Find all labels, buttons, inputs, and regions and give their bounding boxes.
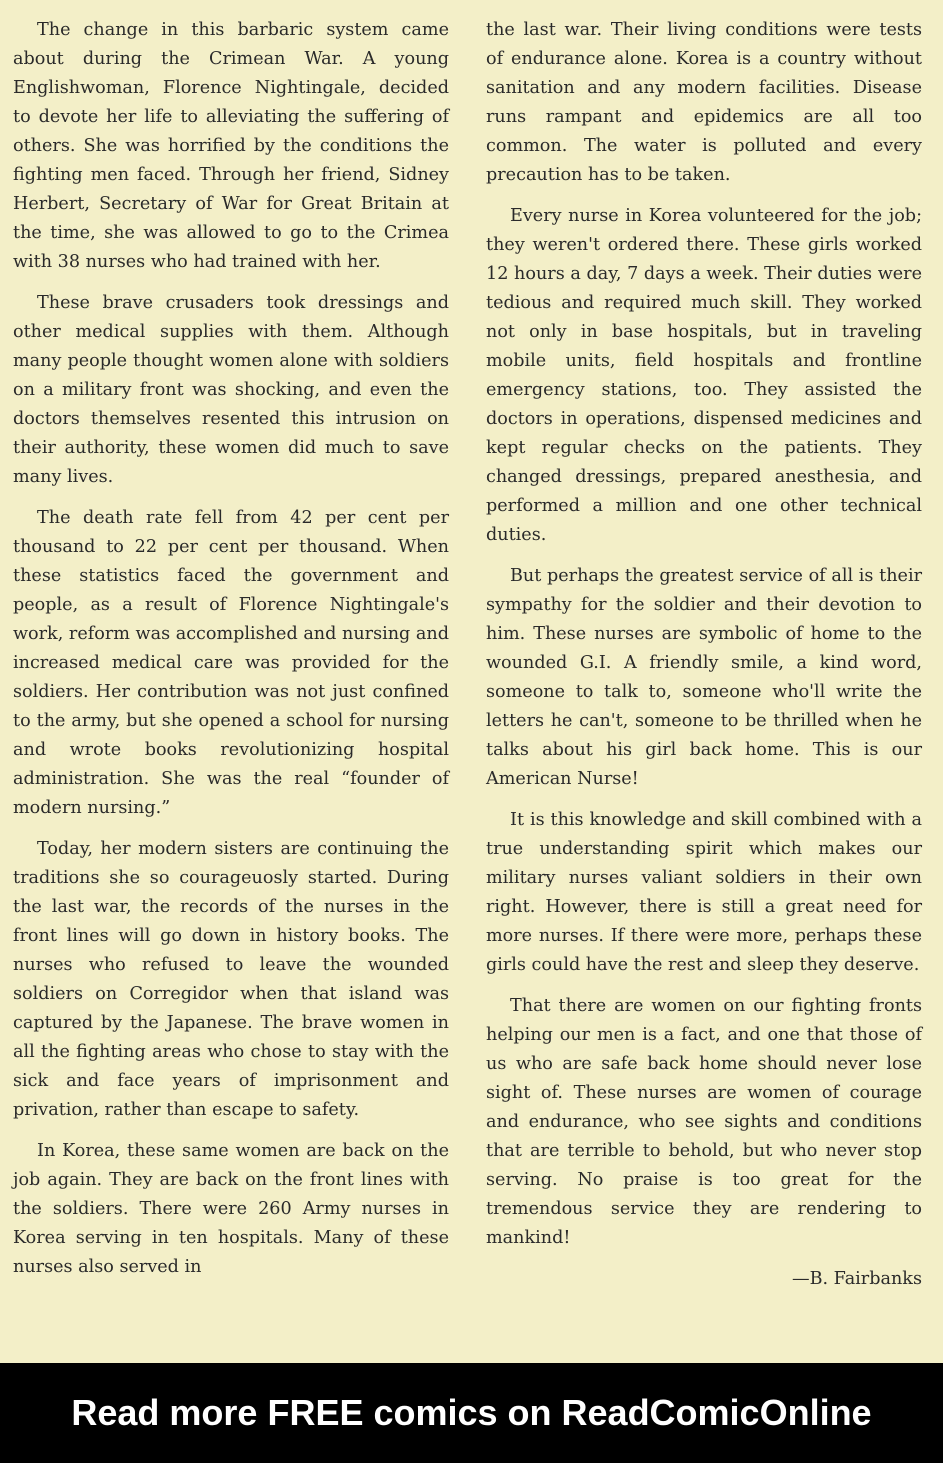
paragraph-last-war: the last war. Their living conditions were tests of endurance alone. Korea is a country without sanitation and any modern facilities. Disease runs rampant and epidemics are all too common. The water is polluted and every precaution has to be taken.	[486, 20, 922, 185]
paragraph-fighting-fronts: That there are women on our fighting fronts helping our men is a fact, and one that those of us who are safe back home should never lose sight of. These nurses are women of courage and endurance, who see sights and conditions that are terrible to behold, but who never stop serving. No praise is too great for the tremendous service they are rendering to mankind!	[486, 996, 922, 1248]
promo-banner[interactable]	[0, 1363, 943, 1463]
paragraph-knowledge-skill: It is this knowledge and skill combined with a true understanding spirit which makes our military nurses valiant soldiers in their own right. However, there is still a great need for more nurses. If there were more, perhaps these girls could have the rest and sleep they deserve.	[486, 810, 922, 975]
paragraph-crusaders: These brave crusaders took dressings and other medical supplies with them. Although many people thought women alone with soldiers on a military front was shocking, and even the doctors themselves resented this intrusion on their authority, these women did much to save many lives.	[13, 293, 449, 487]
right-column	[486, 16, 922, 1294]
paragraph-greatest-service: But perhaps the greatest service of all is their sympathy for the soldier and their devotion to him. These nurses are symbolic of home to the wounded G.I. A friendly smile, a kind word, someone to talk to, someone who'll write the letters he can't, someone to be thrilled when he talks about his girl back home. This is our American Nurse!	[486, 566, 922, 789]
author-signature: —B. Fairbanks	[791, 1269, 922, 1289]
left-column	[13, 16, 449, 1294]
promo-banner-text[interactable]: Read more FREE comics on ReadComicOnline	[71, 1392, 872, 1433]
paragraph-volunteered: Every nurse in Korea volunteered for the job; they weren't ordered there. These girls worked 12 hours a day, 7 days a week. Their duties were tedious and required much skill. They worked not only in base hospitals, but in traveling mobile units, field hospitals and frontline emergency stations, too. They assisted the doctors in operations, dispensed medicines and kept regular checks on the patients. They changed dressings, prepared anesthesia, and performed a million and one other technical duties.	[486, 206, 922, 545]
paragraph-crimean-war: The change in this barbaric system came about during the Crimean War. A young Englishwoman, Florence Nightingale, decided to devote her life to alleviating the suffering of others. She was horrified by the conditions the fighting men faced. Through her friend, Sidney Herbert, Secretary of War for Great Britain at the time, she was allowed to go to the Crimea with 38 nurses who had trained with her.	[13, 20, 449, 272]
paragraph-modern-sisters: Today, her modern sisters are continuing the traditions she so courageuosly started. During the last war, the records of the nurses in the front lines will go down in history books. The nurses who refused to leave the wounded soldiers on Corregidor when that island was captured by the Japanese. The brave women in all the fighting areas who chose to stay with the sick and face years of imprisonment and privation, rather than escape to safety.	[13, 839, 449, 1120]
paragraph-korea: In Korea, these same women are back on the job again. They are back on the front lines with the soldiers. There were 260 Army nurses in Korea serving in ten hospitals. Many of these nurses also served in	[13, 1141, 449, 1277]
paragraph-death-rate: The death rate fell from 42 per cent per thousand to 22 per cent per thousand. When these statistics faced the government and people, as a result of Florence Nightingale's work, reform was accomplished and nursing and increased medical care was provided for the soldiers. Her contribution was not just confined to the army, but she opened a school for nursing and wrote books revolutionizing hospital administration. She was the real “founder of modern nursing.”	[13, 508, 449, 818]
